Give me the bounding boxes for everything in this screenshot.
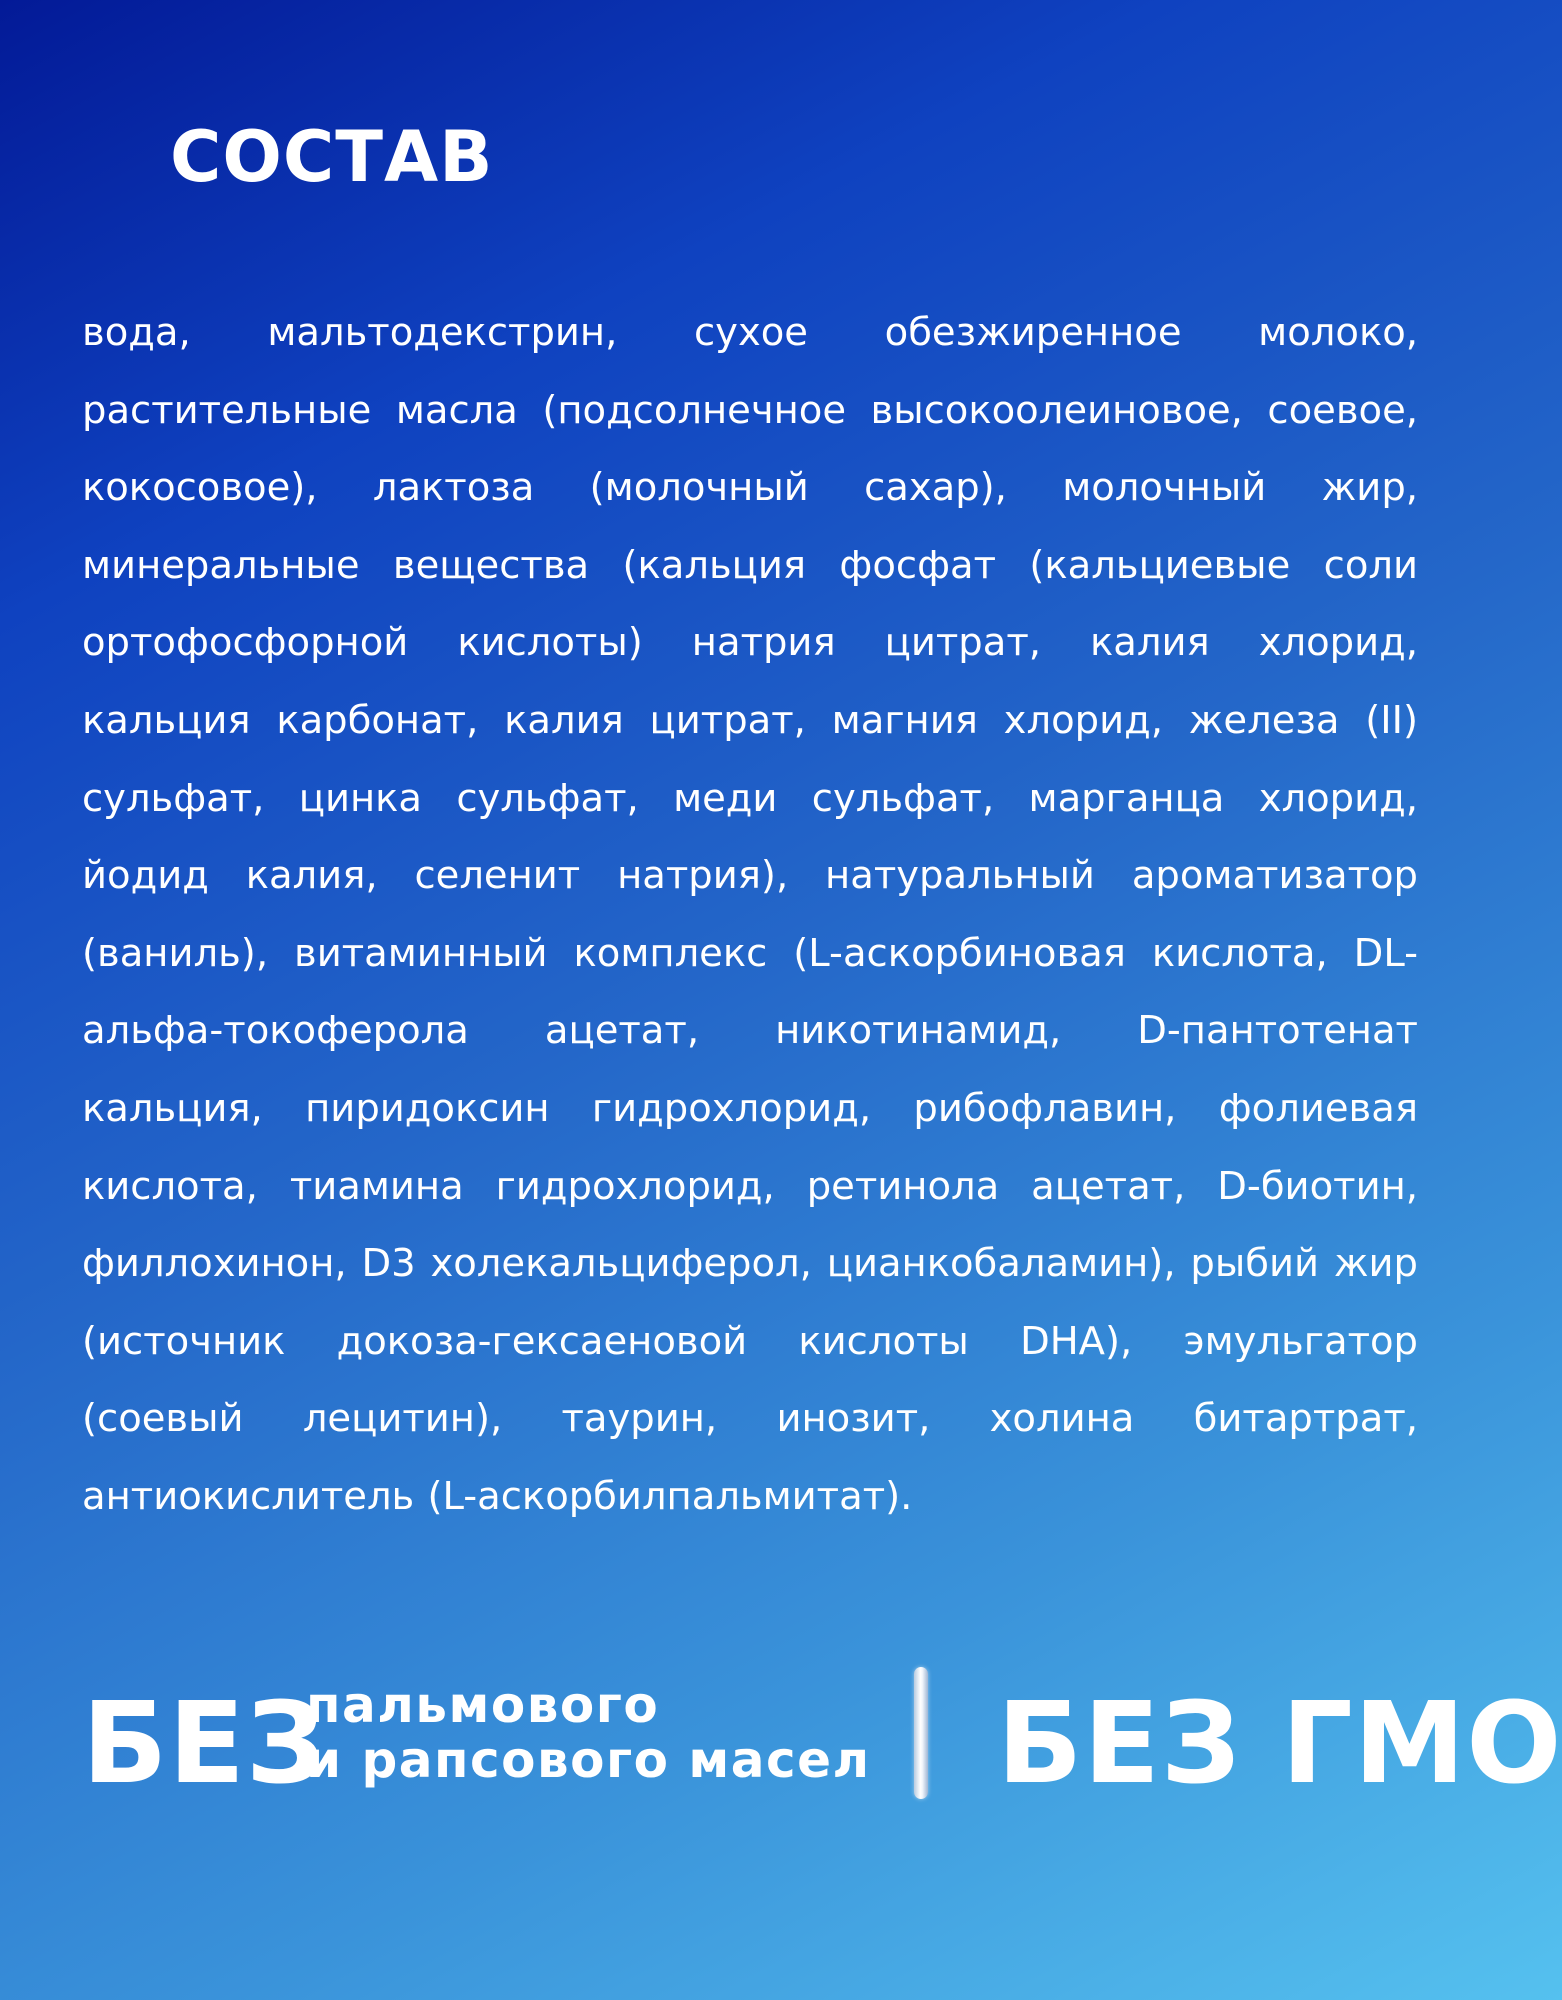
composition-title: СОСТАВ xyxy=(170,116,494,198)
composition-text: вода, мальтодекстрин, сухое обезжиренное молоко, растительные масла (подсолнечное высокоолеиновое, соевое, кокосовое), лактоза (молочный сахар), молочный жир, минеральные вещества (кальция фосфат (кальциевые соли ортофосфорной кислоты) натрия цитрат, калия хлорид, кальция карбонат, калия цитрат, магния хлорид, железа (II) сульфат, цинка сульфат, меди сульфат, марганца хлорид, йодид калия, селенит натрия), натуральный ароматизатор (ваниль), витаминный комплекс (L-аскорбиновая кислота, DL-альфа-токоферола ацетат, никотинамид, D-пантотенат кальция, пиридоксин гидрохлорид, рибофлавин, фолиевая кислота, тиамина гидрохлорид, ретинола ацетат, D-биотин, филлохинон, D3 холекальциферол, цианкобаламин), рыбий жир (источник докоза-гексаеновой кислоты DHA), эмульгатор (соевый лецитин), таурин, инозит, холина битартрат, антиокислитель (L-аскорбилпальмитат). xyxy=(82,310,1418,1519)
no-gmo-text: БЕЗ ГМО xyxy=(997,1679,1562,1809)
footer-badges xyxy=(82,1660,1562,1810)
no-oils-description xyxy=(306,1678,871,1788)
no-oils-line-1: пальмового xyxy=(306,1676,660,1734)
no-oils-line-2: и рапсового масел xyxy=(306,1731,871,1789)
no-oils-big-text: БЕЗ xyxy=(82,1679,327,1809)
footer-divider xyxy=(914,1667,928,1799)
